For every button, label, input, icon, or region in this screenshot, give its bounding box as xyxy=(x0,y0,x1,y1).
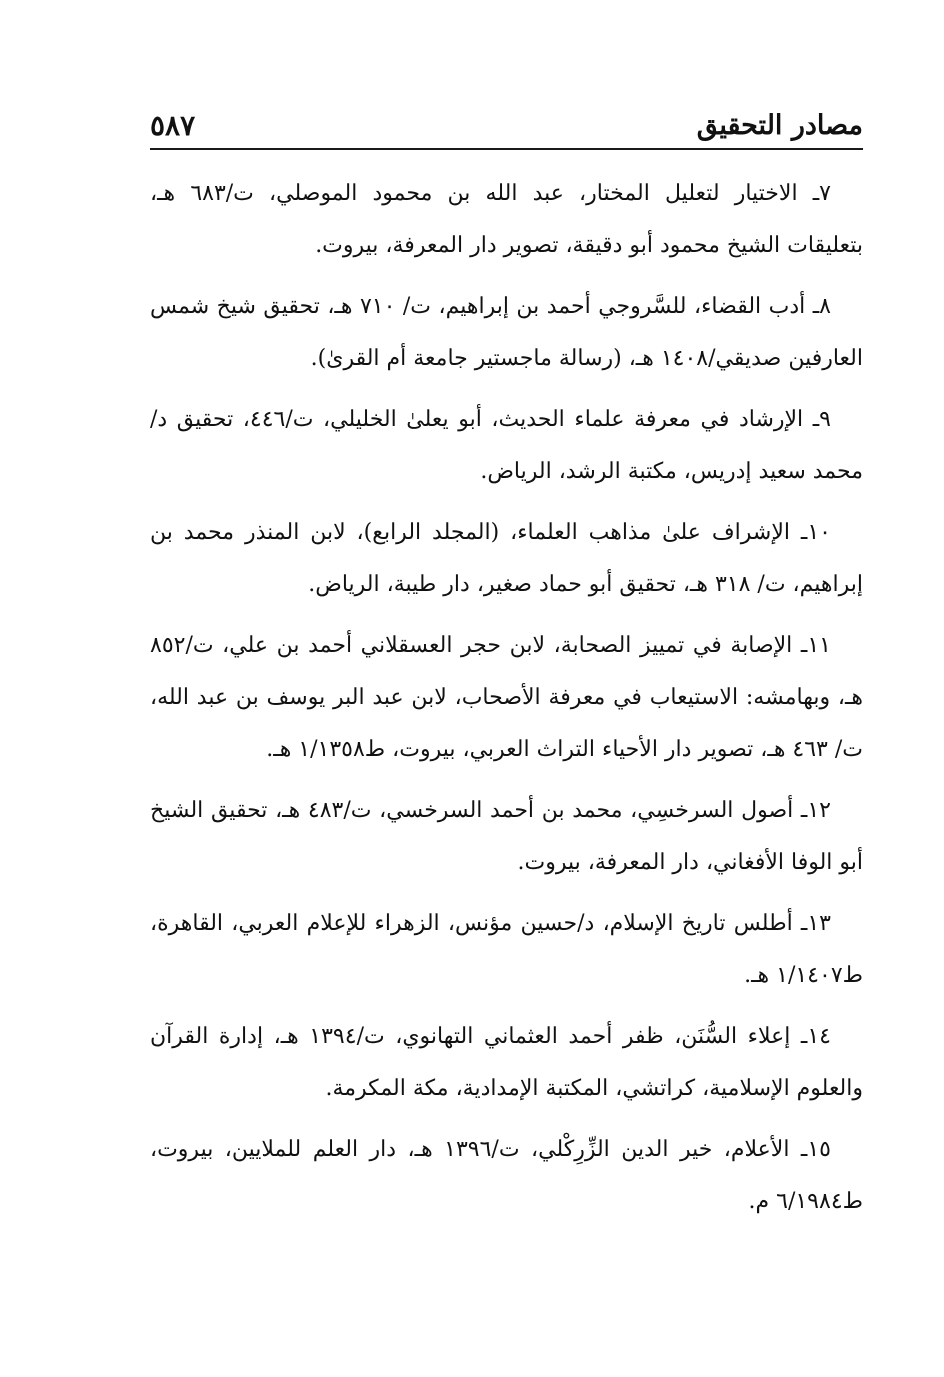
page-header xyxy=(150,106,863,150)
entry-text: ١٠ـ الإشراف علىٰ مذاهب العلماء، (المجلد الرابع)، لابن المنذر محمد بن إبراهيم، ت/ ٣١٨ هـ، تحقيق أبو حماد صغير، دار طيبة، الرياض. xyxy=(150,520,863,597)
entry-text: ١٣ـ أطلس تاريخ الإسلام، د/حسين مؤنس، الزهراء للإعلام العربي، القاهرة، ط١/١٤٠٧ هـ. xyxy=(150,911,863,988)
entry-text: ١٤ـ إعلاء السُّنَن، ظفر أحمد العثماني التهانوي، ت/١٣٩٤ هـ، إدارة القرآن والعلوم الإسلامية، كراتشي، المكتبة الإمدادية، مكة المكرمة. xyxy=(150,1024,863,1101)
bibliography-entry-7 xyxy=(150,168,863,272)
bibliography-entry-14 xyxy=(150,1011,863,1115)
entry-text: ٩ـ الإرشاد في معرفة علماء الحديث، أبو يعلىٰ الخليلي، ت/٤٤٦، تحقيق د/ محمد سعيد إدريس، مكتبة الرشد، الرياض. xyxy=(150,407,863,484)
bibliography-list xyxy=(150,168,863,1237)
bibliography-entry-10 xyxy=(150,507,863,611)
entry-text: ٨ـ أدب القضاء، للسَّروجي أحمد بن إبراهيم، ت/ ٧١٠ هـ، تحقيق شيخ شمس العارفين صديقي/١٤٠٨ هـ، (رسالة ماجستير جامعة أم القرىٰ). xyxy=(150,294,863,371)
bibliography-entry-8 xyxy=(150,281,863,385)
page-number: ٥٨٧ xyxy=(150,109,196,142)
bibliography-entry-15 xyxy=(150,1124,863,1228)
bibliography-entry-11 xyxy=(150,620,863,776)
entry-text: ٧ـ الاختيار لتعليل المختار، عبد الله بن محمود الموصلي، ت/٦٨٣ هـ، بتعليقات الشيخ محمود أبو دقيقة، تصوير دار المعرفة، بيروت. xyxy=(150,181,863,258)
header-divider xyxy=(150,148,863,150)
running-title: مصادر التحقيق xyxy=(696,110,863,141)
entry-text: ١٢ـ أصول السرخسِي، محمد بن أحمد السرخسي، ت/٤٨٣ هـ، تحقيق الشيخ أبو الوفا الأفغاني، دار المعرفة، بيروت. xyxy=(150,798,863,875)
entry-text: ١٥ـ الأعلام، خير الدين الزِّرِكْلي، ت/١٣٩٦ هـ، دار العلم للملايين، بيروت، ط٦/١٩٨٤ م. xyxy=(150,1137,863,1214)
bibliography-entry-13 xyxy=(150,898,863,1002)
entry-text: ١١ـ الإصابة في تمييز الصحابة، لابن حجر العسقلاني أحمد بن علي، ت/٨٥٢ هـ، وبهامشه: الاستيعاب في معرفة الأصحاب، لابن عبد البر يوسف بن عبد الله، ت/ ٤٦٣ هـ، تصوير دار الأحياء التراث العربي، بيروت، ط١/١٣٥٨ هـ. xyxy=(150,633,863,762)
bibliography-entry-12 xyxy=(150,785,863,889)
bibliography-entry-9 xyxy=(150,394,863,498)
